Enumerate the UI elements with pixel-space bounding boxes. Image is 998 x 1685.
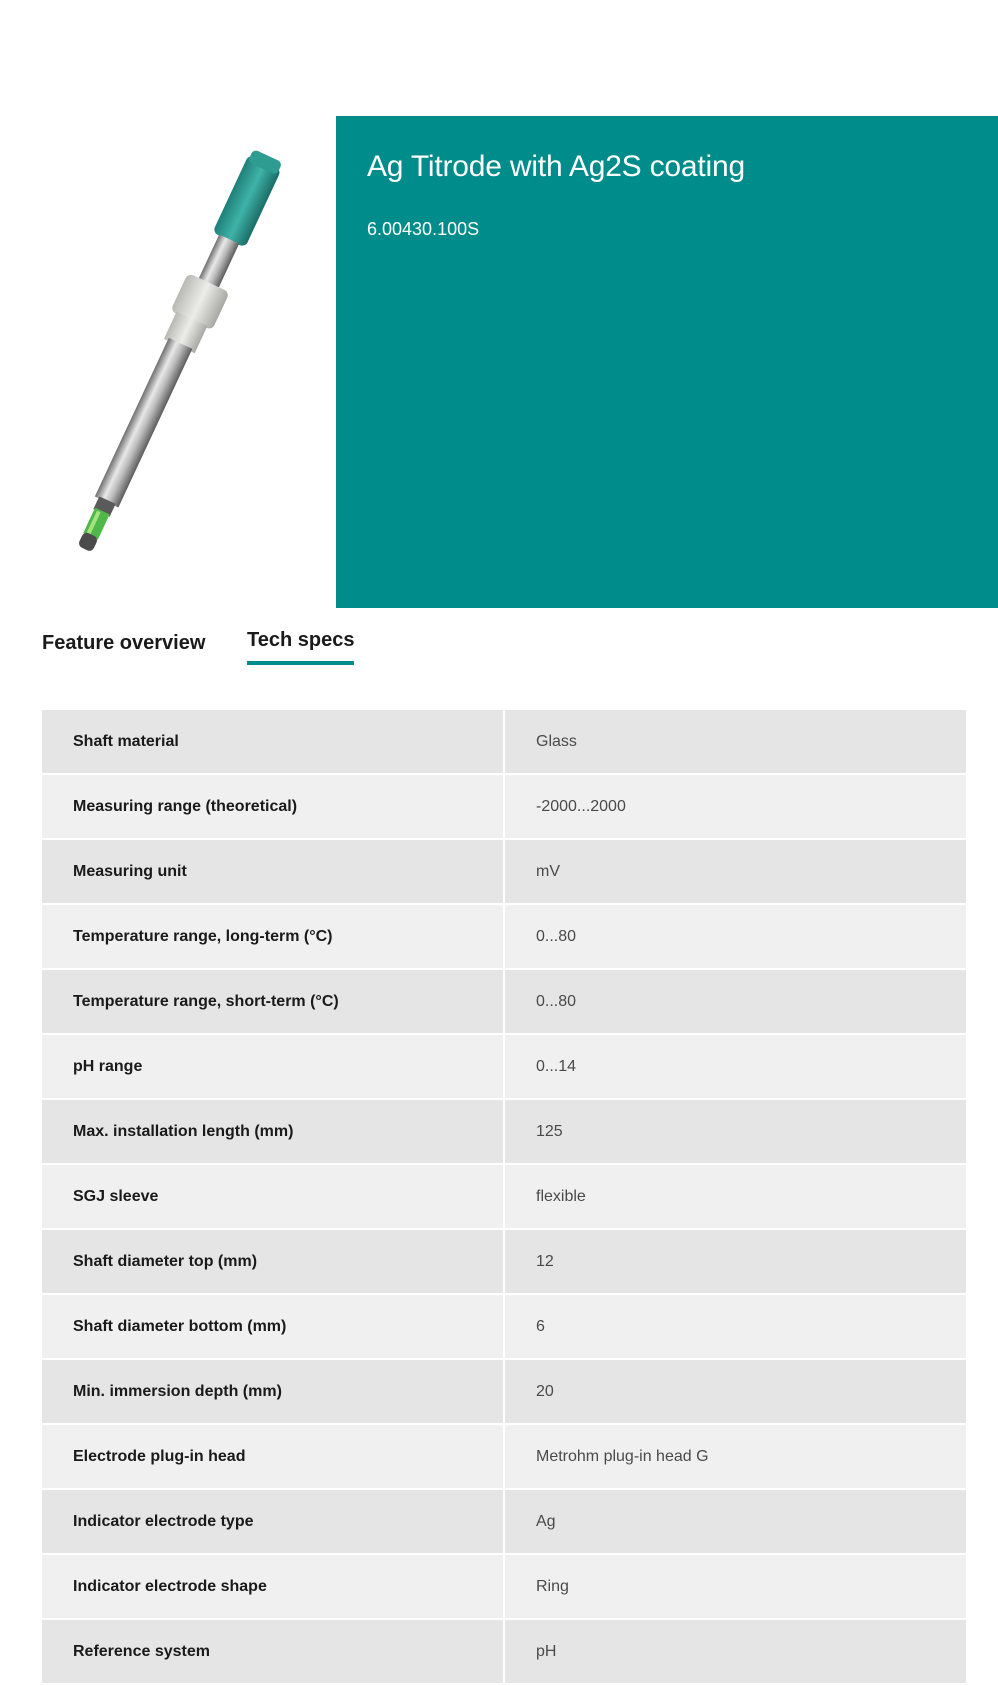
spec-row — [42, 970, 966, 1035]
spec-value: Ag — [505, 1490, 966, 1555]
spec-row — [42, 840, 966, 905]
spec-label: Electrode plug-in head — [42, 1425, 505, 1490]
spec-label: Reference system — [42, 1620, 505, 1685]
spec-label: Measuring unit — [42, 840, 505, 905]
spec-value: 0...14 — [505, 1035, 966, 1100]
spec-row — [42, 1620, 966, 1685]
product-hero — [0, 116, 998, 608]
spec-label: Min. immersion depth (mm) — [42, 1360, 505, 1425]
product-image — [20, 136, 320, 596]
spec-value: -2000...2000 — [505, 775, 966, 840]
spec-label: Temperature range, short-term (°C) — [42, 970, 505, 1035]
spec-row — [42, 1230, 966, 1295]
spec-row — [42, 1035, 966, 1100]
spec-row — [42, 1100, 966, 1165]
product-tabs — [42, 625, 542, 667]
spec-row — [42, 1555, 966, 1620]
spec-value: flexible — [505, 1165, 966, 1230]
tech-specs-body — [42, 710, 966, 1685]
spec-value: 6 — [505, 1295, 966, 1360]
tab-feature-overview[interactable]: Feature overview — [42, 632, 206, 654]
electrode-illustration — [20, 136, 320, 596]
spec-value: mV — [505, 840, 966, 905]
spec-label: Indicator electrode type — [42, 1490, 505, 1555]
spec-value: 0...80 — [505, 905, 966, 970]
spec-row — [42, 1425, 966, 1490]
spec-label: Shaft diameter top (mm) — [42, 1230, 505, 1295]
spec-label: pH range — [42, 1035, 505, 1100]
spec-label: Measuring range (theoretical) — [42, 775, 505, 840]
tab-tech-specs[interactable]: Tech specs — [247, 629, 354, 665]
product-code: 6.00430.100S — [367, 219, 480, 239]
spec-row — [42, 905, 966, 970]
spec-value: 12 — [505, 1230, 966, 1295]
spec-label: Indicator electrode shape — [42, 1555, 505, 1620]
spec-label: Temperature range, long-term (°C) — [42, 905, 505, 970]
spec-value: pH — [505, 1620, 966, 1685]
spec-value: 0...80 — [505, 970, 966, 1035]
product-title: Ag Titrode with Ag2S coating — [367, 150, 745, 183]
spec-row — [42, 710, 966, 775]
product-info-panel — [336, 116, 998, 608]
spec-row — [42, 1360, 966, 1425]
spec-value: 125 — [505, 1100, 966, 1165]
spec-value: Ring — [505, 1555, 966, 1620]
spec-label: Shaft material — [42, 710, 505, 775]
spec-row — [42, 1295, 966, 1360]
spec-row — [42, 775, 966, 840]
spec-value: Glass — [505, 710, 966, 775]
spec-value: 20 — [505, 1360, 966, 1425]
spec-row — [42, 1490, 966, 1555]
spec-label: Shaft diameter bottom (mm) — [42, 1295, 505, 1360]
spec-value: Metrohm plug-in head G — [505, 1425, 966, 1490]
spec-label: SGJ sleeve — [42, 1165, 505, 1230]
tech-specs-table — [42, 710, 966, 1685]
spec-label: Max. installation length (mm) — [42, 1100, 505, 1165]
spec-row — [42, 1165, 966, 1230]
